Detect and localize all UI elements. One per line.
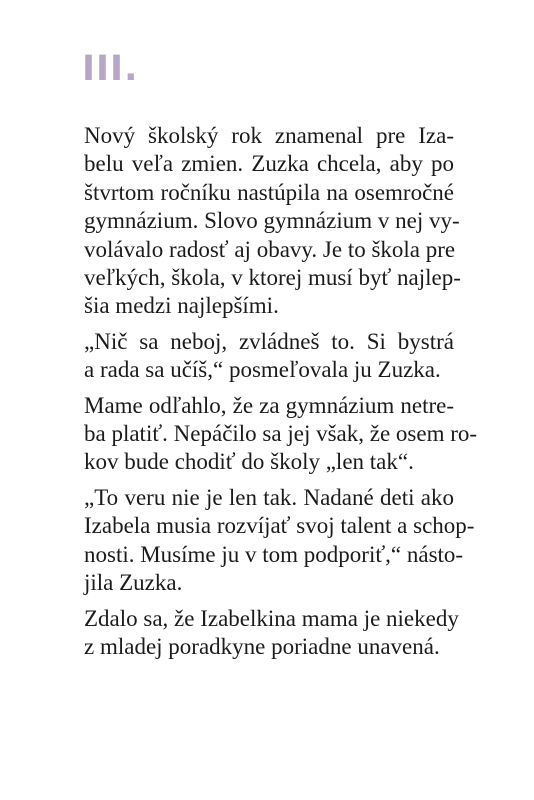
text-line: nosti. Musíme ju v tom podporiť,“ násto- bbox=[84, 541, 464, 567]
text-line: „Nič sa neboj, zvládneš to. Si bystrá bbox=[84, 328, 454, 354]
text-line: Nový školský rok znamenal pre Iza- bbox=[84, 123, 454, 148]
paragraph bbox=[84, 328, 454, 385]
chapter-number: III. bbox=[82, 49, 139, 89]
text-line: štvrtom ročníku nastúpila na osemročné bbox=[84, 179, 454, 205]
text-line: kov bude chodiť do školy „len tak“. bbox=[84, 449, 414, 475]
paragraph bbox=[84, 392, 478, 477]
paragraph bbox=[84, 484, 475, 598]
chapter-body bbox=[84, 122, 478, 668]
text-line: belu veľa zmien. Zuzka chcela, aby po bbox=[84, 151, 454, 177]
text-line: a rada sa učíš,“ posmeľovala ju Zuzka. bbox=[84, 357, 441, 383]
text-line: volávalo radosť aj obavy. Je to škola pre bbox=[84, 236, 456, 262]
paragraph bbox=[84, 122, 461, 321]
text-line: veľkých, škola, v ktorej musí byť najlep- bbox=[84, 265, 461, 291]
text-line: ba platiť. Nepáčilo sa jej však, že osem ro- bbox=[84, 421, 478, 447]
text-line: Mame odľahlo, že za gymnázium netre- bbox=[84, 392, 454, 418]
text-line: „To veru nie je len tak. Nadané deti ako bbox=[84, 484, 454, 510]
text-line: Zdalo sa, že Izabelkina mama je niekedy bbox=[84, 605, 459, 631]
paragraph bbox=[84, 605, 459, 662]
text-line: Izabela musia rozvíjať svoj talent a schop- bbox=[84, 513, 475, 539]
text-line: šia medzi najlepšími. bbox=[84, 293, 279, 319]
text-line: z mladej poradkyne poriadne unavená. bbox=[84, 633, 440, 659]
text-line: gymnázium. Slovo gymnázium v nej vy- bbox=[84, 208, 460, 234]
text-line: jila Zuzka. bbox=[84, 570, 183, 596]
